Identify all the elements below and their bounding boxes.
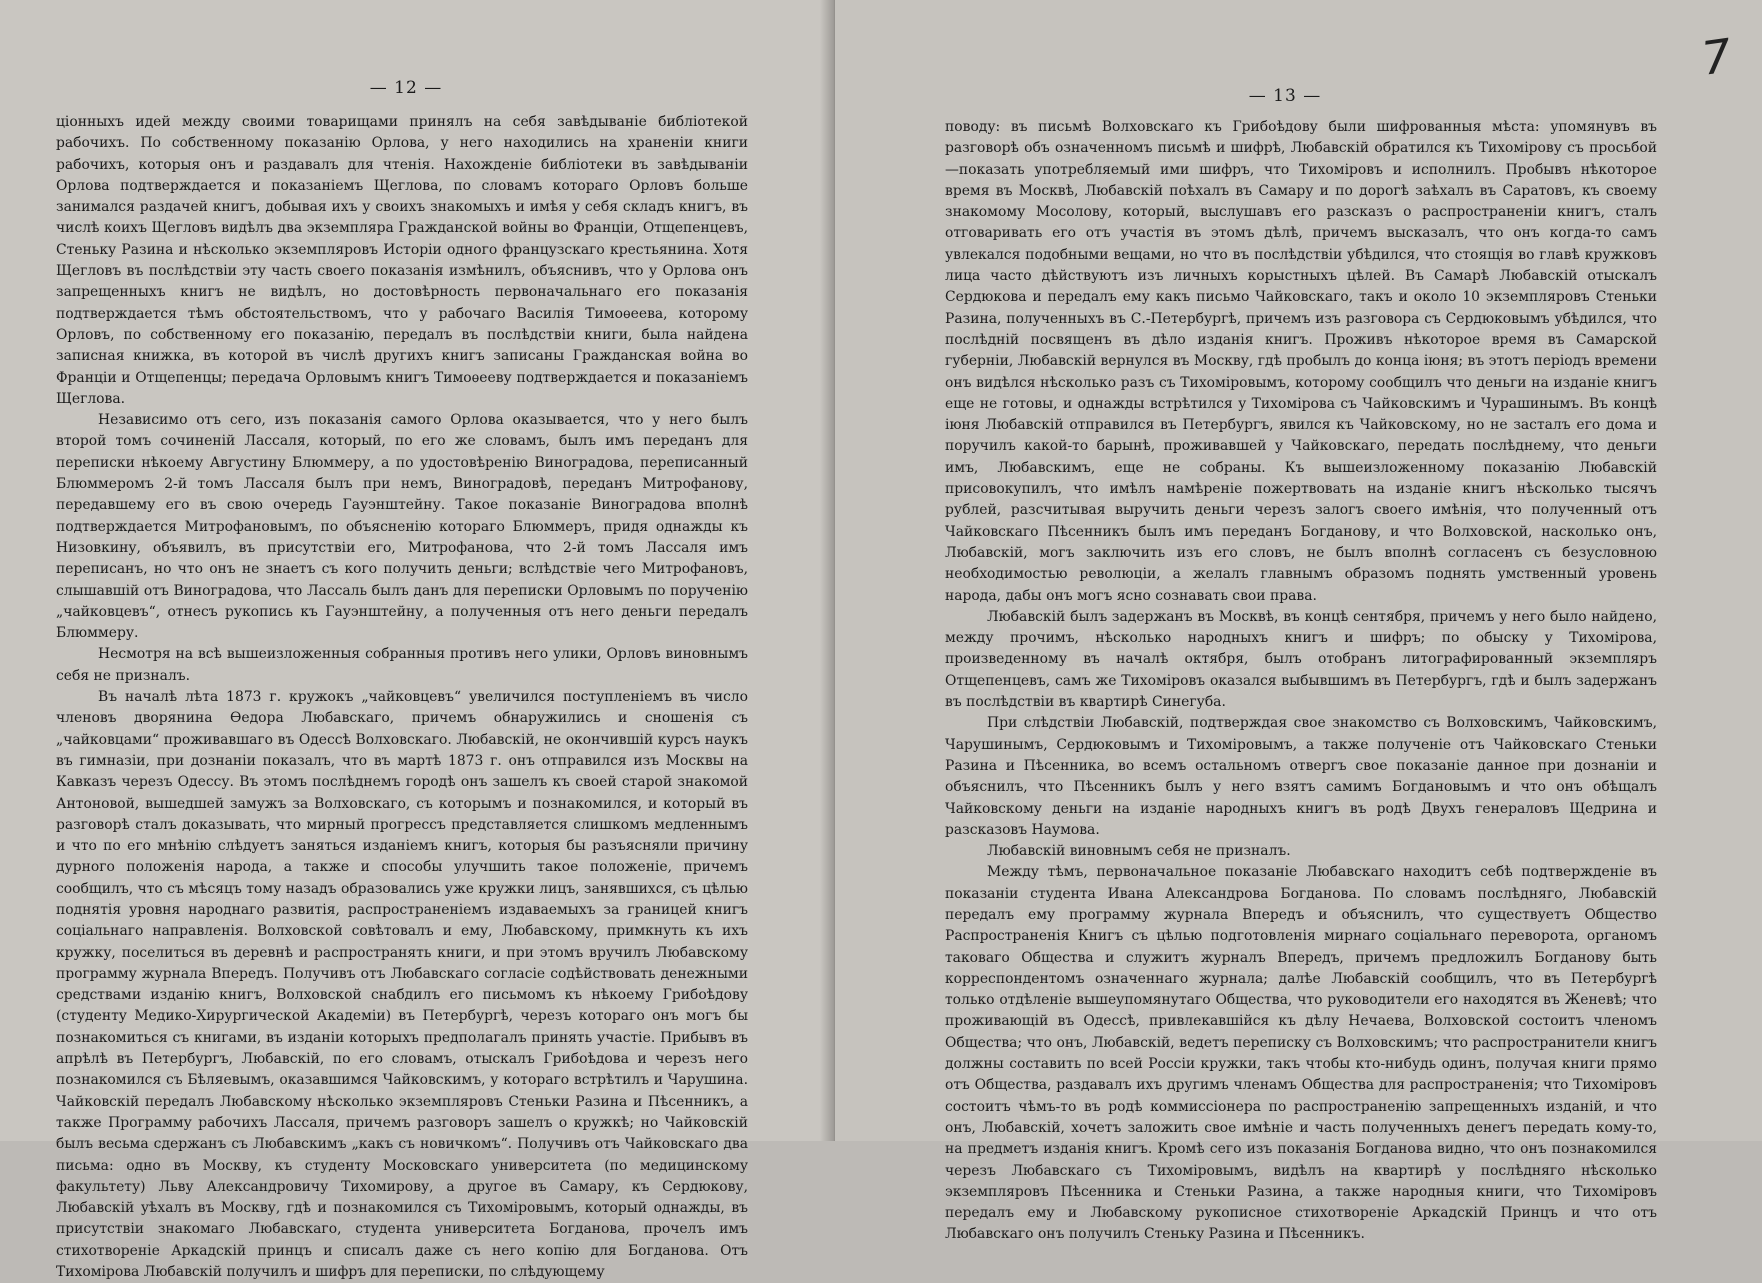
- left-page: [0, 0, 835, 1281]
- paragraph: Между тѣмъ, первоначальное показаніе Любавскаго находитъ себѣ подтвержденіе въ показаніи студента Ивана Александрова Богданова. По словамъ послѣдняго, Любавскій передалъ ему программу журнала Впередъ и объяснилъ, что существуетъ Общество Распространенія Книгъ съ цѣлью подготовленія мирнаго соціальнаго переворота, органомъ таковаго Общества и служитъ журналъ Впередъ, причемъ предложилъ Богданову быть корреспондентомъ означеннаго журнала; далѣе Любавскій сообщилъ, что въ Петербургѣ только отдѣленіе вышеупомянутаго Общества, что руководители его находятся въ Женевѣ; что проживающій въ Одессѣ, привлекавшійся къ дѣлу Нечаева, Волховской состоитъ членомъ Общества; что онъ, Любавскій, ведетъ переписку съ Волховскимъ; что распространители книгъ должны составить по всей Россіи кружки, такъ чтобы кто-нибудь одинъ, получая книги прямо отъ Общества, раздавалъ ихъ другимъ членамъ Общества для распространенія; что Тихоміровъ состоитъ чѣмъ-то въ родѣ коммиссіонера по распространенію запрещенныхъ изданій, и что онъ, Любавскій, хочетъ заложить свое имѣніе и часть полученныхъ денегъ передать кому-то, на предметъ изданія книгъ. Кромѣ сего изъ показанія Богданова видно, что онъ познакомился черезъ Любавскаго съ Тихоміровымъ, видѣлъ на квартирѣ у послѣдняго нѣсколько экземпляровъ Пѣсенника и Стеньки Разина, а также народныя книги, что Тихоміровъ передалъ ему и Любавскому рукописное стихотвореніе Аркадскій Принцъ и что отъ Любавскаго онъ получилъ Стеньку Разина и Пѣсенникъ.: [945, 864, 1657, 1243]
- paragraph: Несмотря на всѣ вышеизложенныя собранныя противъ него улики, Орловъ виновнымъ себя не призналъ.: [56, 646, 748, 684]
- paragraph: поводу: въ письмѣ Волховскаго къ Грибоѣдову были шифрованныя мѣста: упомянувъ въ разговорѣ объ означенномъ письмѣ и шифрѣ, Любавскій обратился къ Тихомірову съ просьбой—показать употребляемый ими шифръ, что Тихоміровъ и исполнилъ. Пробывъ нѣкоторое время въ Москвѣ, Любавскій поѣхалъ въ Самару и по дорогѣ заѣхалъ въ Саратовъ, къ своему знакомому Мосолову, который, выслушавъ его разсказъ о распространеніи книгъ, сталъ отговаривать его отъ участія въ этомъ дѣлѣ, причемъ высказалъ, что онъ когда-то самъ увлекался подобными вещами, но что въ послѣдствіи убѣдился, что стоящія во главѣ кружковъ лица часто дѣйствуютъ изъ личныхъ корыстныхъ цѣлей. Въ Самарѣ Любавскій отыскалъ Сердюкова и передалъ ему какъ письмо Чайковскаго, такъ и около 10 экземпляровъ Стеньки Разина, полученныхъ въ С.-Петербургѣ, причемъ изъ разговора съ Сердюковымъ убѣдился, что послѣдній посвященъ въ дѣло изданія книгъ. Проживъ нѣкоторое время въ Самарской губерніи, Любавскій вернулся въ Москву, гдѣ пробылъ до конца іюня; въ этотъ періодъ времени онъ видѣлся нѣсколько разъ съ Тихоміровымъ, которому сообщилъ что деньги на изданіе книгъ еще не готовы, и однажды встрѣтился у Тихомірова съ Чайковскимъ и Чурашинымъ. Въ концѣ іюня Любавскій отправился въ Петербургъ, явился къ Чайковскому, но не засталъ его дома и поручилъ какой-то барынѣ, проживавшей у Чайковскаго, передать послѣднему, что деньги имъ, Любавскимъ, еще не собраны. Къ вышеизложенному показанію Любавскій присовокупилъ, что имѣлъ намѣреніе пожертвовать на изданіе книгъ нѣсколько тысячъ рублей, разсчитывая выручить деньги черезъ залогъ своего имѣнія, что полученный отъ Чайковскаго Пѣсенникъ былъ имъ переданъ Богданову, и что Волховской, насколько онъ, Любавскій, могъ заключить изъ его словъ, не былъ вполнѣ согласенъ съ безусловною необходимостью революціи, а желалъ главнымъ образомъ поднять умственный уровень народа, дабы онъ могъ ясно сознавать свои права.: [945, 119, 1657, 604]
- paragraph: Любавскій виновнымъ себя не призналъ.: [987, 843, 1291, 860]
- paragraph: ціонныхъ идей между своими товарищами принялъ на себя завѣдываніе библіотекой рабочихъ. По собственному показанію Орлова, у него находились на храненіи книги рабочихъ, которыя онъ и раздавалъ для чтенія. Нахожденіе библіотеки въ завѣдываніи Орлова подтверждается и показаніемъ Щеглова, по словамъ котораго Орловъ больше занимался раздачей книгъ, добывая ихъ у своихъ знакомыхъ и имѣя у себя складъ книгъ, въ числѣ коихъ Щегловъ видѣлъ два экземпляра Гражданской войны во Франціи, Отщепенцевъ, Стеньку Разина и нѣсколько экземпляровъ Исторіи одного французскаго крестьянина. Хотя Щегловъ въ послѣдствіи эту часть своего показанія измѣнилъ, объяснивъ, что у Орлова онъ запрещенныхъ книгъ не видѣлъ, но достовѣрность первоначальнаго его показанія подтверждается тѣмъ обстоятельствомъ, что у рабочаго Василія Тимоѳеева, которому Орловъ, по собственному его показанію, передалъ въ послѣдствіи книги, была найдена записная книжка, въ которой въ числѣ другихъ книгъ записаны Гражданская война во Франціи и Отщепенцы; передача Орловымъ книгъ Тимоѳееву подтверждается и показаніемъ Щеглова.: [56, 114, 748, 407]
- right-page: [835, 0, 1762, 1243]
- right-page-text: [945, 117, 1657, 1246]
- page-number-13: — 13 —: [1248, 86, 1322, 106]
- left-page-text: [56, 112, 748, 1283]
- page-number-12: — 12 —: [369, 78, 443, 98]
- paragraph: При слѣдствіи Любавскій, подтверждая свое знакомство съ Волховскимъ, Чайковскимъ, Чарушинымъ, Сердюковымъ и Тихоміровымъ, а также полученіе отъ Чайковскаго Стеньки Разина и Пѣсенника, во всемъ остальномъ отвергъ свое показаніе данное при дознаніи и объяснилъ, что Пѣсенникъ былъ у него взятъ самимъ Богдановымъ и что онъ обѣщалъ Чайковскому деньги на изданіе народныхъ книгъ въ родѣ Двухъ генераловъ Щедрина и разсказовъ Наумова.: [945, 715, 1657, 838]
- paragraph: Въ началѣ лѣта 1873 г. кружокъ „чайковцевъ“ увеличился поступленіемъ въ число членовъ дворянина Ѳедора Любавскаго, причемъ обнаружились и сношенія съ „чайковцами“ проживавшаго въ Одессѣ Волховскаго. Любавскій, не окончившій курсъ наукъ въ гимназіи, при дознаніи показалъ, что въ мартѣ 1873 г. онъ отправился изъ Москвы на Кавказъ черезъ Одессу. Въ этомъ послѣднемъ городѣ онъ зашелъ къ своей старой знакомой Антоновой, вышедшей замужъ за Волховскаго, съ которымъ и познакомился, и который въ разговорѣ сталъ доказывать, что мирный прогрессъ представляется слишкомъ медленнымъ и что по его мнѣнію слѣдуетъ заняться изданіемъ книгъ, которыя бы разъясняли причину дурного положенія народа, а также и способы улучшить такое положеніе, причемъ сообщилъ, что съ мѣсяцъ тому назадъ образовались уже кружки лицъ, занявшихся, съ цѣлью поднятія уровня народнаго развитія, распространеніемъ издаваемыхъ за границей книгъ соціальнаго направленія. Волховской совѣтовалъ и ему, Любавскому, примкнуть къ ихъ кружку, поселиться въ деревнѣ и распространять книги, и при этомъ вручилъ Любавскому программу журнала Впередъ. Получивъ отъ Любавскаго согласіе содѣйствовать денежными средствами изданію книгъ, Волховской снабдилъ его письмомъ къ нѣкоему Грибоѣдову (студенту Медико-Хирургической Академіи) въ Петербургѣ, черезъ котораго онъ могъ бы познакомиться съ книгами, въ изданіи которыхъ предполагалъ принять участіе. Прибывъ въ апрѣлѣ въ Петербургъ, Любавскій, по его словамъ, отыскалъ Грибоѣдова и черезъ него познакомился съ Бѣляевымъ, оказавшимся Чайковскимъ, у котораго встрѣтилъ и Чарушина. Чайковскій передалъ Любавскому нѣсколько экземпляровъ Стеньки Разина и Пѣсенникъ, а также Программу рабочихъ Лассаля, причемъ разговоръ зашелъ о кружкѣ; но Чайковскій былъ весьма сдержанъ съ Любавскимъ „какъ съ новичкомъ“. Получивъ отъ Чайковскаго два письма: одно въ Москву, къ студенту Московскаго университета (по медицинскому факультету) Льву Александровичу Тихомирову, а другое въ Самару, къ Сердюкову, Любавскій уѣхалъ въ Москву, гдѣ и познакомился съ Тихоміровымъ, который однажды, въ присутствіи знакомаго Любавскаго, студента университета Богданова, прочелъ имъ стихотвореніе Аркадскій принцъ и списалъ даже съ него копію для Богданова. Отъ Тихомірова Любавскій получилъ и шифръ для переписки, по слѣдующему: [56, 689, 748, 1281]
- handwritten-sheet-number: 7: [1698, 28, 1735, 86]
- paragraph: Любавскій былъ задержанъ въ Москвѣ, въ концѣ сентября, причемъ у него было найдено, между прочимъ, нѣсколько народныхъ книгъ и шифръ; по обыску у Тихомірова, произведенному въ началѣ октября, былъ отобранъ литографированный экземпляръ Отщепенцевъ, самъ же Тихоміровъ оказался выбывшимъ въ Петербургъ, гдѣ и былъ задержанъ въ послѣдствіи въ квартирѣ Синегуба.: [945, 608, 1657, 711]
- paragraph: Независимо отъ сего, изъ показанія самого Орлова оказывается, что у него былъ второй томъ сочиненій Лассаля, который, по его же словамъ, былъ имъ переданъ для переписки нѣкоему Августину Блюммеру, а по удостовѣренію Виноградова, переписанный Блюммеромъ 2-й томъ Лассаля былъ при немъ, Виноградовѣ, переданъ Митрофанову, передавшему его въ свою очередь Гауэнштейну. Такое показаніе Виноградова вполнѣ подтверждается Митрофановымъ, по объясненію котораго Блюммеръ, придя однажды къ Низовкину, объявилъ, въ присутствіи его, Митрофанова, что 2-й томъ Лассаля имъ переписанъ, но что онъ не знаетъ съ кого получить деньги; вслѣдствіе чего Митрофановъ, слышавшій отъ Виноградова, что Лассаль былъ данъ для переписки Орловымъ по порученію „чайковцевъ“, отнесъ рукопись къ Гауэнштейну, а полученныя отъ него деньги передалъ Блюммеру.: [56, 412, 748, 642]
